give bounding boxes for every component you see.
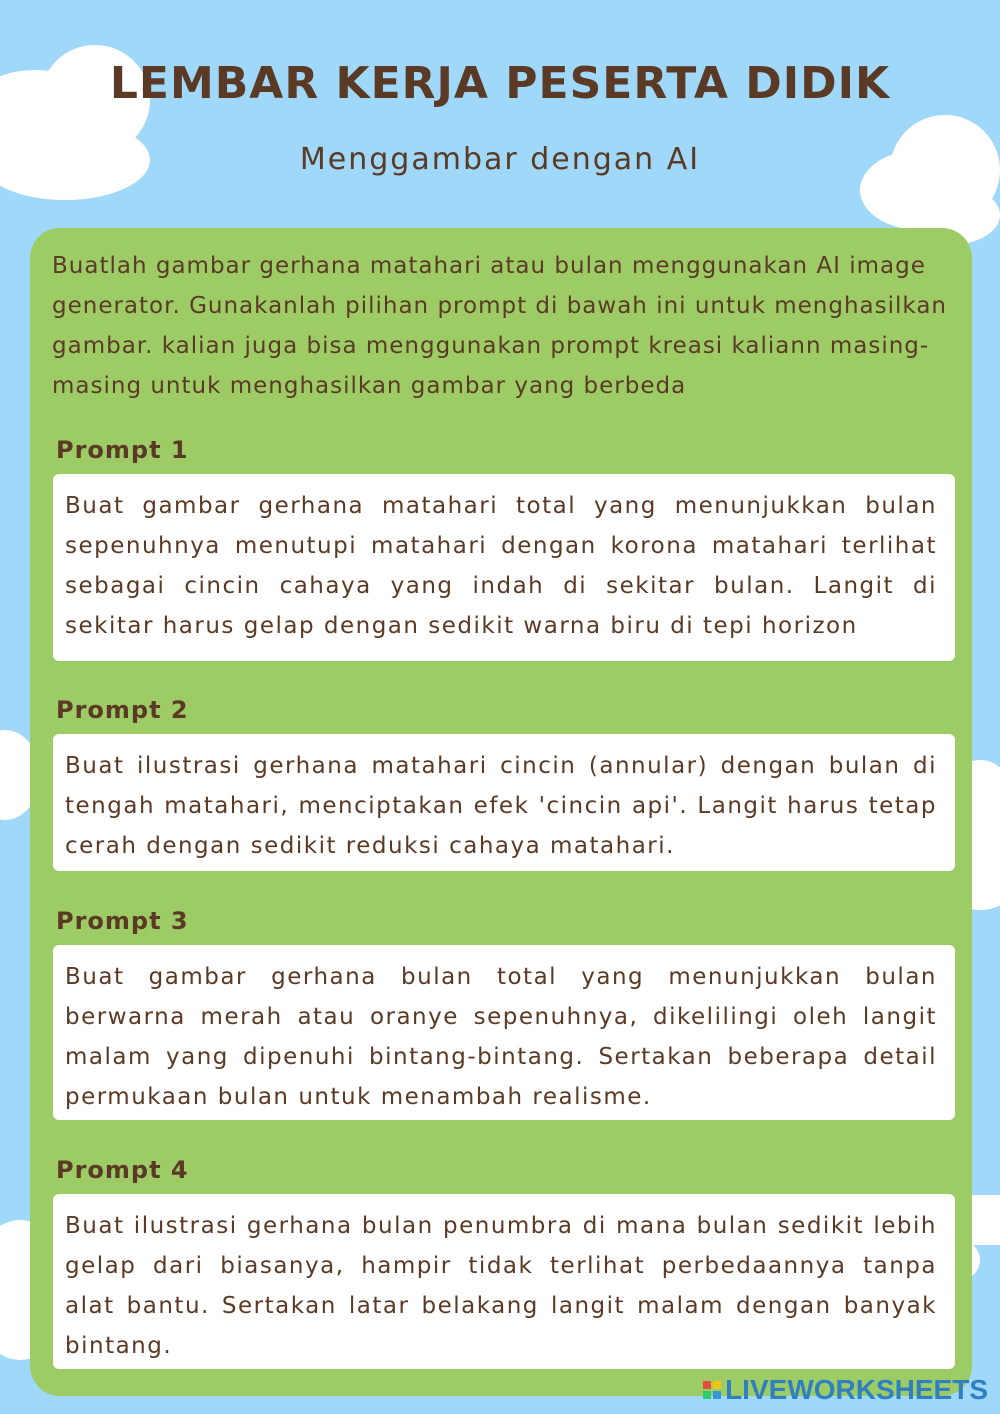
prompt-4-box: Buat ilustrasi gerhana bulan penumbra di mana bulan sedikit lebih gelap dari biasanya, hampir tidak terlihat perbedaannya tanpa alat bantu. Sertakan latar belakang langit malam dengan banyak bintang. <box>53 1194 955 1369</box>
prompt-3-label: Prompt 3 <box>56 907 189 935</box>
prompt-2-box: Buat ilustrasi gerhana matahari cincin (annular) dengan bulan di tengah matahari, menciptakan efek 'cincin api'. Langit harus tetap cerah dengan sedikit reduksi cahaya matahari. <box>53 734 955 871</box>
prompt-1-box: Buat gambar gerhana matahari total yang menunjukkan bulan sepenuhnya menutupi matahari dengan korona matahari terlihat sebagai cincin cahaya yang indah di sekitar bulan. Langit di sekitar harus gelap dengan sedikit warna biru di tepi horizon <box>53 474 955 661</box>
page-title: LEMBAR KERJA PESERTA DIDIK <box>109 58 891 109</box>
watermark[interactable] <box>703 1373 988 1407</box>
prompt-2-label: Prompt 2 <box>56 696 189 724</box>
prompt-3-box: Buat gambar gerhana bulan total yang menunjukkan bulan berwarna merah atau oranye sepenuhnya, dikelilingi oleh langit malam yang dipenuhi bintang-bintang. Sertakan beberapa detail permukaan bulan untuk menambah realisme. <box>53 945 955 1120</box>
liveworksheets-logo-icon <box>703 1381 721 1399</box>
prompt-1-label: Prompt 1 <box>56 436 189 464</box>
instructions-text: Buatlah gambar gerhana matahari atau bulan menggunakan AI image generator. Gunakanlah pilihan prompt di bawah ini untuk menghasilkan gambar. kalian juga bisa menggunakan prompt kreasi kaliann masing-masing untuk menghasilkan gambar yang berbeda <box>52 253 947 399</box>
watermark-text: LIVEWORKSHEETS <box>725 1374 988 1405</box>
prompt-4-label: Prompt 4 <box>56 1156 189 1184</box>
page-subtitle: Menggambar dengan AI <box>299 142 701 177</box>
